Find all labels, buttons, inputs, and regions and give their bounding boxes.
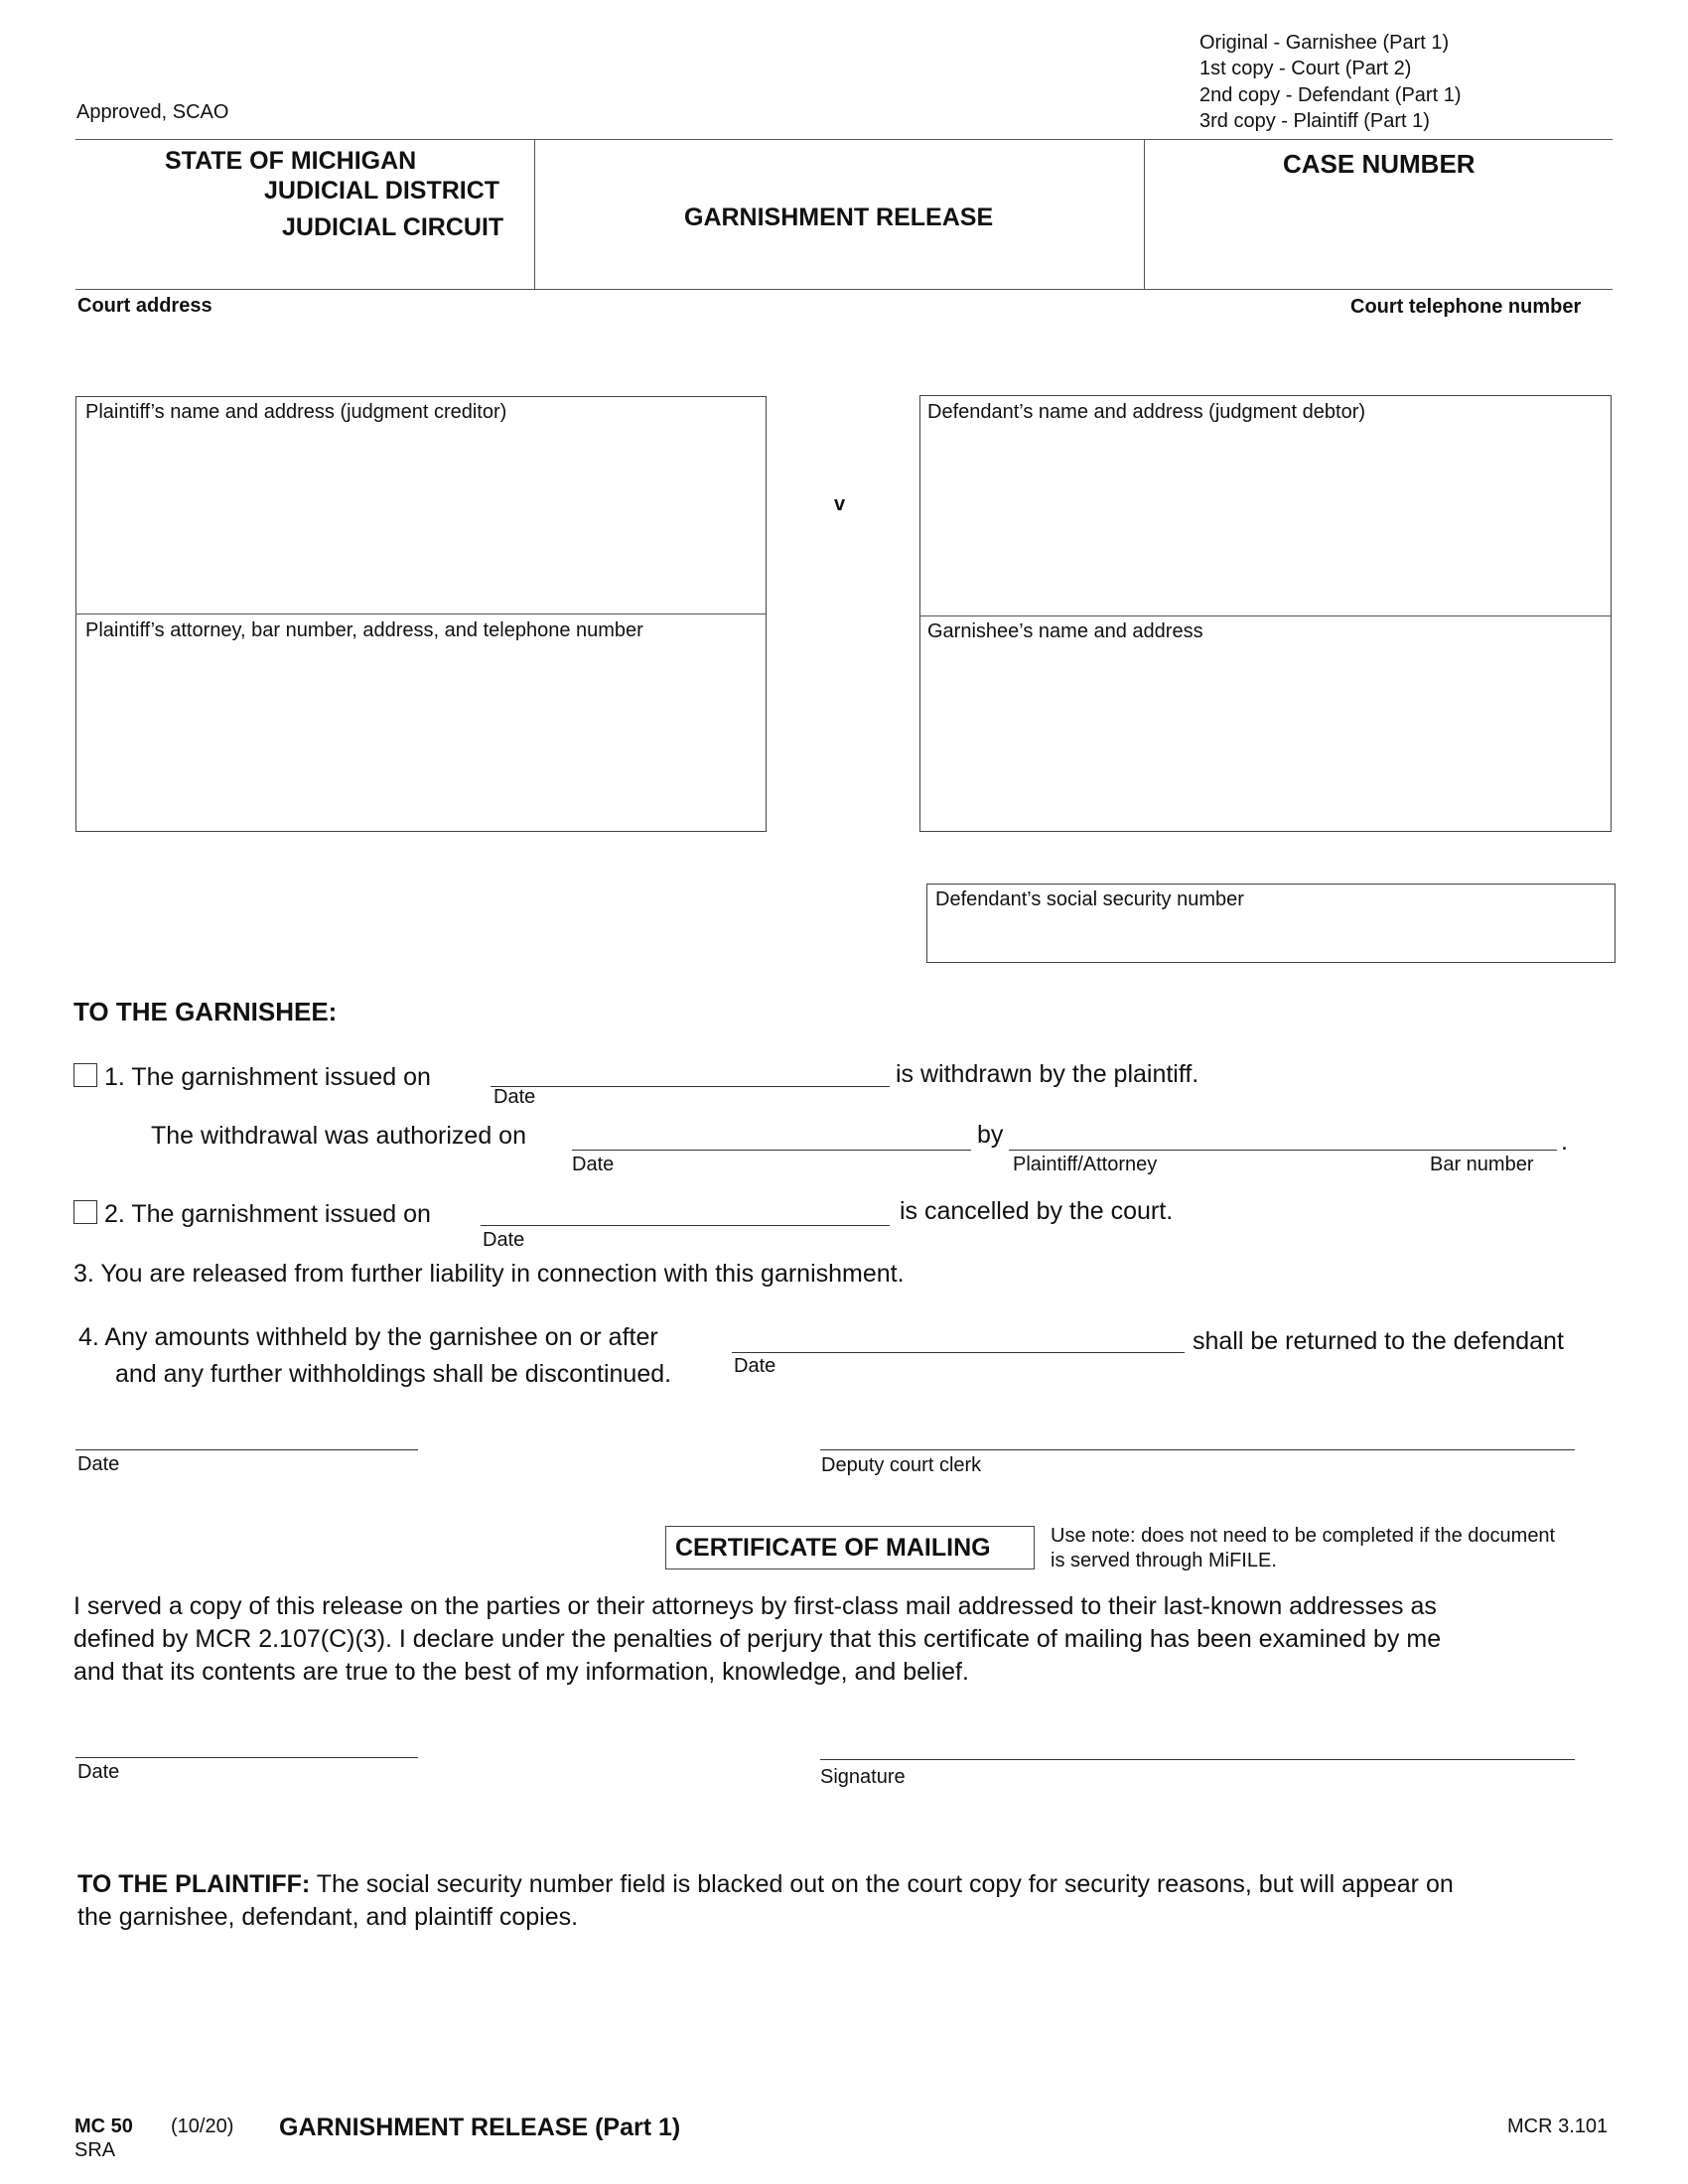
versus: v [834, 493, 846, 515]
state-of-michigan: STATE OF MICHIGAN [165, 147, 417, 175]
item1-checkbox[interactable] [73, 1063, 97, 1087]
signature-caption: Signature [820, 1766, 906, 1788]
footer-sub-id: SRA [74, 2139, 116, 2161]
release-date-caption: Date [77, 1453, 120, 1475]
judicial-district: JUDICIAL DISTRICT [264, 177, 500, 205]
footer-form-id: MC 50 [74, 2116, 133, 2137]
to-plaintiff-label: TO THE PLAINTIFF: [77, 1870, 311, 1898]
withdrawal-authorized-text: The withdrawal was authorized on [151, 1122, 526, 1150]
defendant-box-divider [919, 615, 1612, 616]
copy-line-2: 1st copy - Court (Part 2) [1199, 58, 1412, 79]
certificate-title: CERTIFICATE OF MAILING [675, 1534, 991, 1562]
authorized-date-caption: Date [572, 1154, 615, 1175]
item2-date-caption: Date [483, 1229, 525, 1251]
item2-checkbox[interactable] [73, 1200, 97, 1224]
case-number-field[interactable] [1152, 179, 1604, 278]
approved-scao: Approved, SCAO [76, 101, 229, 123]
header-top-rule [75, 139, 1613, 140]
court-telephone-label: Court telephone number [1350, 296, 1582, 318]
deputy-clerk-caption: Deputy court clerk [821, 1454, 982, 1476]
judicial-circuit: JUDICIAL CIRCUIT [282, 213, 504, 241]
footer-rule: MCR 3.101 [1507, 2116, 1609, 2137]
item4-date-field[interactable] [732, 1352, 1185, 1353]
defendant-label: Defendant’s name and address (judgment debtor) [927, 401, 1366, 423]
plaintiff-attorney-caption: Plaintiff/Attorney [1013, 1154, 1158, 1175]
court-address-label: Court address [77, 295, 212, 317]
certificate-date-caption: Date [77, 1761, 120, 1783]
form-title: GARNISHMENT RELEASE [684, 204, 994, 231]
signature-field[interactable] [820, 1759, 1575, 1760]
item1-date-caption: Date [493, 1086, 536, 1108]
ssn-label: Defendant’s social security number [935, 888, 1244, 910]
item4-text-b: shall be returned to the defendant [1193, 1327, 1564, 1355]
by-text: by [977, 1121, 1004, 1149]
certificate-body-line-1: I served a copy of this release on the parties or their attorneys by first-class mail addressed to their last-known addresses as [73, 1592, 1437, 1620]
header-bottom-rule [75, 289, 1613, 290]
authorized-date-field[interactable] [572, 1150, 971, 1151]
item2-text-a: 2. The garnishment issued on [104, 1200, 431, 1228]
attorney-label: Plaintiff’s attorney, bar number, address, and telephone number [85, 619, 643, 641]
release-date-field[interactable] [75, 1449, 418, 1450]
copy-line-4: 3rd copy - Plaintiff (Part 1) [1199, 110, 1430, 132]
item3-text: 3. You are released from further liability in connection with this garnishment. [73, 1260, 905, 1288]
copy-line-3: 2nd copy - Defendant (Part 1) [1199, 84, 1462, 106]
header-divider-left [534, 139, 535, 289]
item1-date-field[interactable] [491, 1086, 890, 1087]
footer-title: GARNISHMENT RELEASE (Part 1) [279, 2114, 681, 2141]
attorney-field[interactable] [83, 647, 759, 826]
garnishee-field[interactable] [927, 649, 1603, 826]
auth-period: . [1561, 1128, 1568, 1156]
item2-date-field[interactable] [481, 1225, 890, 1226]
item1-text-b: is withdrawn by the plaintiff. [896, 1060, 1199, 1088]
footer-revision: (10/20) [171, 2116, 234, 2137]
to-plaintiff-line-2: the garnishee, defendant, and plaintiff copies. [77, 1903, 579, 1931]
use-note-line-2: is served through MiFILE. [1051, 1550, 1277, 1571]
item2-text-b: is cancelled by the court. [900, 1197, 1174, 1225]
item1-text-a: 1. The garnishment issued on [104, 1063, 431, 1091]
copy-line-1: Original - Garnishee (Part 1) [1199, 32, 1450, 54]
plaintiff-label: Plaintiff’s name and address (judgment creditor) [85, 401, 507, 423]
garnishee-label: Garnishee’s name and address [927, 620, 1203, 642]
certificate-body-line-2: defined by MCR 2.107(C)(3). I declare under the penalties of perjury that this certificate of mailing has been examined by me [73, 1625, 1442, 1653]
to-the-garnishee-heading: TO THE GARNISHEE: [73, 997, 338, 1026]
certificate-date-field[interactable] [75, 1757, 418, 1758]
ssn-field[interactable] [935, 915, 1607, 957]
to-plaintiff-text-1: The social security number field is blacked out on the court copy for security reasons, but will appear on [310, 1870, 1454, 1898]
use-note-line-1: Use note: does not need to be completed if the document [1051, 1525, 1556, 1547]
item4-text-a: 4. Any amounts withheld by the garnishee on or after [78, 1323, 658, 1351]
item4-date-caption: Date [734, 1355, 776, 1377]
certificate-body-line-3: and that its contents are true to the best of my information, knowledge, and belief. [73, 1658, 969, 1686]
plaintiff-field[interactable] [83, 429, 759, 608]
bar-number-caption: Bar number [1430, 1154, 1534, 1175]
plaintiff-attorney-bar-field[interactable] [1009, 1150, 1557, 1151]
defendant-field[interactable] [927, 429, 1603, 610]
item4-text-c: and any further withholdings shall be discontinued. [115, 1360, 672, 1388]
to-plaintiff-line-1 [77, 1870, 1454, 1899]
header-divider-right [1144, 139, 1145, 289]
case-number-label: CASE NUMBER [1283, 149, 1476, 179]
deputy-clerk-field[interactable] [820, 1449, 1575, 1450]
